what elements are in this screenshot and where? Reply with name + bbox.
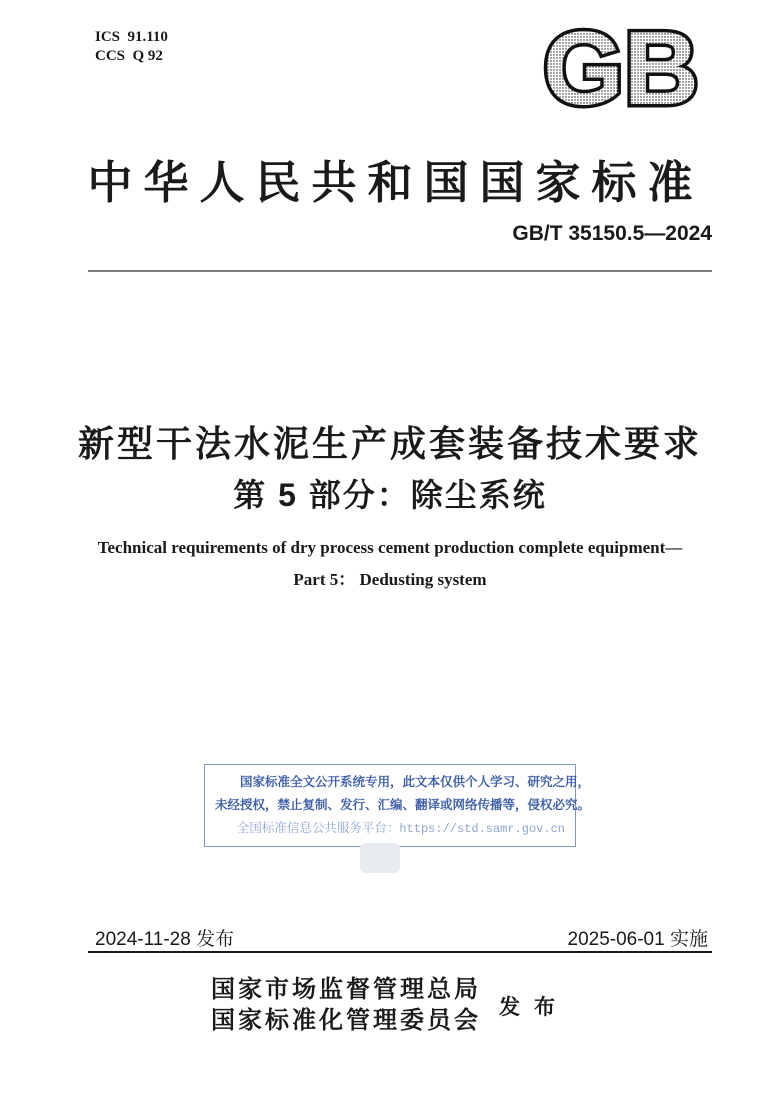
document-title-line1: 新型干法水泥生产成套装备技术要求 (77, 423, 702, 464)
publish-label: 发布 (499, 995, 569, 1019)
publisher-block (0, 975, 780, 1037)
english-title-line2: Part 5： Dedusting system (293, 570, 487, 589)
publisher-line2: 国家标准化管理委员会 (211, 1008, 481, 1034)
standard-number: GB/T 35150.5—2024 (512, 222, 712, 245)
ics-code: ICS 91.110 (95, 29, 168, 45)
footer-divider (88, 951, 712, 953)
header-divider (88, 270, 712, 272)
ccs-code: CCS Q 92 (95, 48, 163, 64)
national-standard-title: 中华人民共和国国家标准 (87, 158, 704, 208)
gb-logo-text: GB (543, 18, 699, 118)
notice-platform-label: 全国标准信息公共服务平台： (236, 821, 400, 835)
copyright-notice-box (204, 764, 591, 847)
document-title-line2: 第 5 部分：除尘系统 (233, 477, 547, 513)
implementation-date: 2025-06-01 实施 (567, 929, 708, 950)
notice-platform-url: https://std.samr.gov.cn (399, 822, 565, 836)
publisher-line1: 国家市场监督管理总局 (211, 977, 481, 1003)
publisher-names (211, 975, 481, 1037)
notice-line1: 国家标准全文公开系统专用，此文本仅供个人学习、研究之用， (240, 775, 591, 789)
notice-line3 (215, 817, 565, 841)
gb-logo (526, 18, 716, 118)
notice-line2: 未经授权，禁止复制、发行、汇编、翻译或网络传播等，侵权必究。 (215, 798, 591, 812)
issue-date: 2024-11-28 发布 (95, 929, 235, 950)
date-row (0, 924, 780, 950)
ics-ccs-codes (95, 28, 168, 66)
faint-watermark (360, 843, 400, 873)
english-title-line1: Technical requirements of dry process cement production complete equipment— (97, 538, 683, 557)
